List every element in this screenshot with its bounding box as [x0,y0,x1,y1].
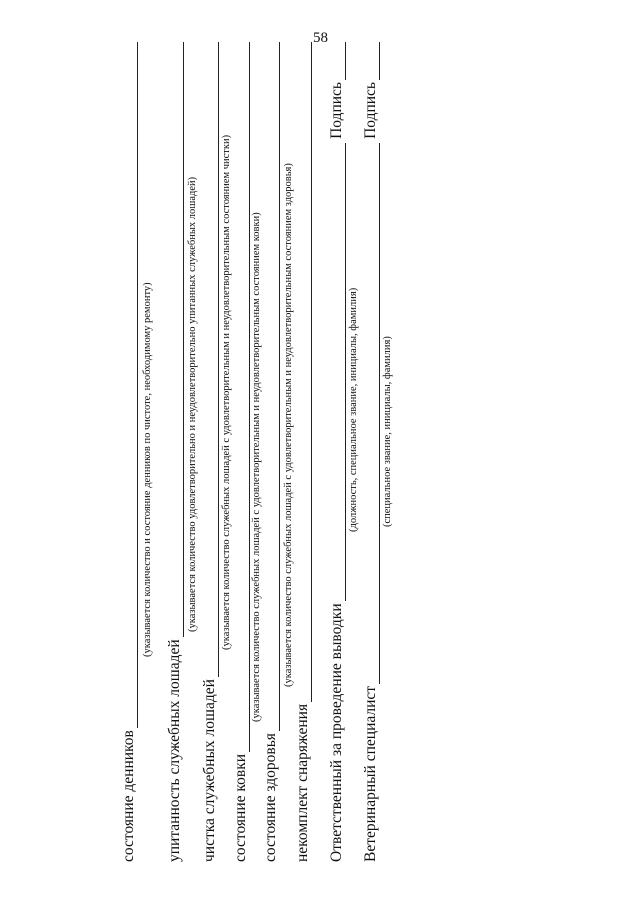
signature-line[interactable] [342,42,346,80]
signature-row-veterinarian [360,42,380,862]
page-number: 58 [313,30,328,46]
row-hint: (указывается количество служебных лошадей с удовлетворительным и неудовлетворительным состоянием здоровья) [283,163,294,687]
form-row-horse-fatness [164,42,184,862]
fill-line[interactable] [134,42,138,728]
form-row-horse-grooming [199,42,219,862]
signature-label: Ветеринарный специалист [362,685,379,862]
row-label: некомплект снаряжения [294,703,311,862]
signature-hint: (должность, специальное звание, инициалы, фамилия) [348,287,359,532]
signature-caption: Подпись [328,82,345,139]
row-hint: (указывается количество служебных лошадей с удовлетворительным и неудовлетворительным состоянием чистки) [221,134,232,650]
fill-line[interactable] [308,42,312,702]
signature-caption: Подпись [362,82,379,139]
form-row-health-condition [260,42,280,862]
fill-line[interactable] [246,42,250,752]
row-label: упитанность служебных лошадей [166,639,183,862]
row-hint: (указывается количество удовлетворительно и неудовлетворительно упитанных служебных лошадей) [187,176,198,632]
row-label: чистка служебных лошадей [201,679,218,862]
fill-line[interactable] [342,143,346,601]
form-row-stall-condition [118,42,138,862]
signature-row-responsible [326,42,346,862]
form-row-incomplete-equipment [292,42,312,862]
form-row-shoeing-condition [230,42,250,862]
row-label: состояние ковки [232,753,249,862]
signature-hint: (специальное звание, инициалы, фамилия) [382,336,393,527]
rotated-form [110,42,410,862]
fill-line[interactable] [276,42,280,731]
row-label: состояние здоровья [262,733,279,862]
fill-line[interactable] [215,42,219,677]
fill-line[interactable] [180,42,184,637]
row-hint: (указывается количество служебных лошадей с удовлетворительным и неудовлетворительным состоянием ковки) [251,212,262,722]
signature-label: Ответственный за проведение выводки [328,603,345,862]
row-hint: (указывается количество и состояние денников по чистоте, необходимому ремонту) [142,282,153,657]
fill-line[interactable] [376,143,380,684]
row-label: состояние денников [120,730,137,862]
signature-line[interactable] [376,42,380,80]
